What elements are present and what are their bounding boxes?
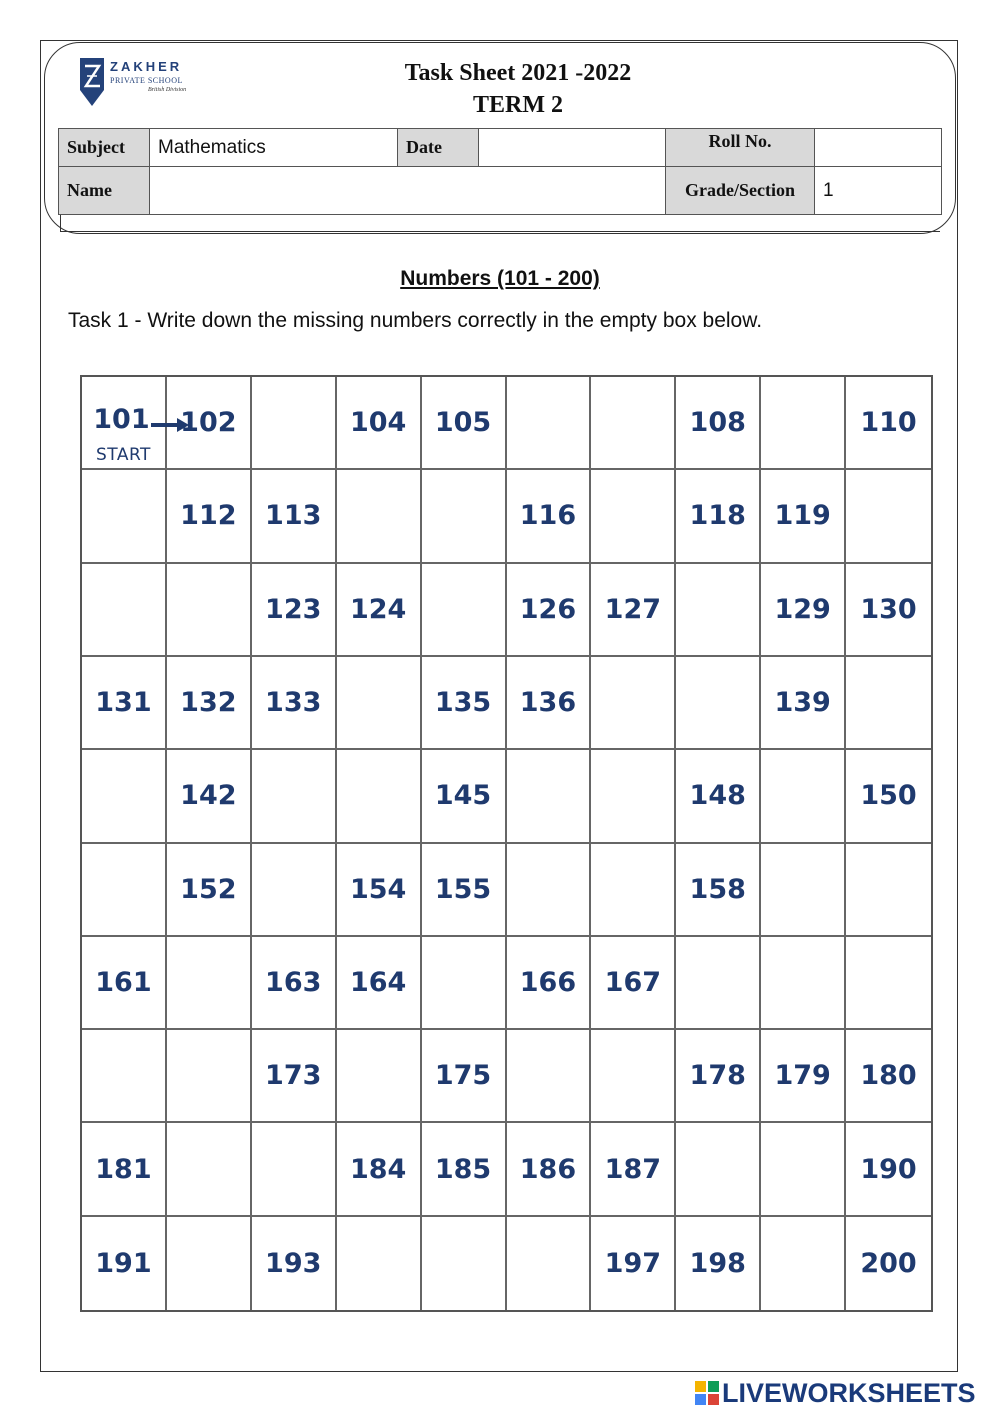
number-cell: 155 — [422, 844, 507, 937]
answer-box[interactable] — [167, 937, 252, 1030]
subject-label: Subject — [59, 129, 150, 167]
answer-box[interactable] — [591, 1030, 676, 1123]
number-cell: 152 — [167, 844, 252, 937]
answer-box[interactable] — [507, 750, 592, 843]
number-cell: 104 — [337, 377, 422, 470]
worksheet-heading: Numbers (101 - 200) — [400, 267, 600, 290]
answer-box[interactable] — [761, 1217, 846, 1310]
roll-no-field[interactable] — [815, 129, 942, 167]
answer-box[interactable] — [422, 470, 507, 563]
name-label: Name — [59, 167, 150, 215]
number-cell: 163 — [252, 937, 337, 1030]
answer-box[interactable] — [252, 1123, 337, 1216]
term-title: TERM 2 — [473, 92, 563, 118]
number-cell: 181 — [82, 1123, 167, 1216]
answer-box[interactable] — [507, 1030, 592, 1123]
answer-box[interactable] — [82, 1030, 167, 1123]
number-cell: 190 — [846, 1123, 931, 1216]
school-tagline: British Division — [148, 87, 187, 93]
answer-box[interactable] — [676, 657, 761, 750]
answer-box[interactable] — [761, 377, 846, 470]
answer-box[interactable] — [167, 1217, 252, 1310]
number-cell: 154 — [337, 844, 422, 937]
number-cell: 150 — [846, 750, 931, 843]
grade-section-label: Grade/Section — [666, 167, 815, 215]
answer-box[interactable] — [252, 377, 337, 470]
number-cell: 167 — [591, 937, 676, 1030]
number-cell: 164 — [337, 937, 422, 1030]
answer-box[interactable] — [252, 844, 337, 937]
number-cell: 148 — [676, 750, 761, 843]
number-cell: 193 — [252, 1217, 337, 1310]
school-logo — [78, 56, 198, 112]
answer-box[interactable] — [507, 1217, 592, 1310]
number-cell: 200 — [860, 1247, 917, 1279]
answer-box[interactable] — [846, 657, 931, 750]
number-cell: 198 — [676, 1217, 761, 1310]
answer-box[interactable] — [167, 1123, 252, 1216]
number-cell: 135 — [422, 657, 507, 750]
number-cell: 112 — [167, 470, 252, 563]
answer-box[interactable] — [82, 564, 167, 657]
number-cell: 105 — [422, 377, 507, 470]
school-shield-icon — [78, 56, 106, 108]
answer-box[interactable] — [676, 1123, 761, 1216]
answer-box[interactable] — [167, 1030, 252, 1123]
number-cell: 108 — [676, 377, 761, 470]
answer-box[interactable] — [846, 470, 931, 563]
liveworksheets-logo-icon — [694, 1380, 720, 1406]
number-cell: 187 — [591, 1123, 676, 1216]
answer-box[interactable] — [591, 750, 676, 843]
answer-box[interactable] — [591, 470, 676, 563]
number-cell: 118 — [676, 470, 761, 563]
number-cell: 158 — [676, 844, 761, 937]
answer-box[interactable] — [846, 844, 931, 937]
number-cell: 124 — [337, 564, 422, 657]
number-cell — [82, 377, 167, 470]
number-cell: 178 — [676, 1030, 761, 1123]
number-cell: 132 — [167, 657, 252, 750]
answer-box[interactable] — [846, 937, 931, 1030]
sheet-title: Task Sheet 2021 -2022 — [404, 60, 632, 86]
number-cell: 185 — [422, 1123, 507, 1216]
number-grid — [80, 375, 933, 1312]
answer-box[interactable] — [591, 844, 676, 937]
answer-box[interactable] — [422, 564, 507, 657]
answer-box[interactable] — [337, 470, 422, 563]
number-cell: 173 — [252, 1030, 337, 1123]
number-cell: 126 — [507, 564, 592, 657]
answer-box[interactable] — [337, 657, 422, 750]
answer-box[interactable] — [591, 377, 676, 470]
number-cell: 113 — [252, 470, 337, 563]
number-cell: 102 — [167, 377, 252, 470]
answer-box[interactable] — [761, 844, 846, 937]
number-cell: 166 — [507, 937, 592, 1030]
number-cell: 179 — [761, 1030, 846, 1123]
answer-box[interactable] — [337, 1217, 422, 1310]
answer-box[interactable] — [82, 844, 167, 937]
date-field[interactable] — [479, 129, 666, 167]
answer-box[interactable] — [422, 1217, 507, 1310]
number-cell: 130 — [846, 564, 931, 657]
answer-box[interactable] — [591, 657, 676, 750]
task-instruction: Task 1 - Write down the missing numbers correctly in the empty box below. — [68, 309, 763, 332]
answer-box[interactable] — [761, 750, 846, 843]
number-cell: 123 — [252, 564, 337, 657]
number-cell: 145 — [422, 750, 507, 843]
number-cell: 186 — [507, 1123, 592, 1216]
answer-box[interactable] — [167, 564, 252, 657]
name-field[interactable] — [150, 167, 666, 215]
number-cell: 133 — [252, 657, 337, 750]
school-name: ZAKHER — [110, 59, 183, 74]
answer-box[interactable] — [761, 937, 846, 1030]
answer-box[interactable] — [252, 750, 337, 843]
number-cell: 129 — [761, 564, 846, 657]
header-divider — [60, 214, 940, 232]
grade-section-field[interactable]: 1 — [815, 167, 942, 215]
school-subtitle: PRIVATE SCHOOL — [110, 76, 183, 85]
number-cell: 197 — [591, 1217, 676, 1310]
start-label: START — [96, 445, 151, 465]
number-cell: 110 — [846, 377, 931, 470]
answer-box[interactable] — [761, 1123, 846, 1216]
number-cell: 127 — [591, 564, 676, 657]
number-cell: 119 — [761, 470, 846, 563]
number-cell: 180 — [846, 1030, 931, 1123]
answer-box[interactable] — [676, 937, 761, 1030]
number-cell: 191 — [82, 1217, 167, 1310]
student-info-table — [58, 128, 942, 215]
answer-box[interactable] — [507, 844, 592, 937]
number-cell: 161 — [82, 937, 167, 1030]
subject-field[interactable]: Mathematics — [150, 129, 398, 167]
number-cell: 136 — [507, 657, 592, 750]
answer-box[interactable] — [337, 1030, 422, 1123]
liveworksheets-brand — [694, 1378, 976, 1408]
roll-no-label: Roll No. — [666, 129, 815, 167]
answer-box[interactable] — [676, 564, 761, 657]
number-cell: 184 — [337, 1123, 422, 1216]
answer-box[interactable] — [422, 937, 507, 1030]
date-label: Date — [398, 129, 479, 167]
start-number: 101 — [93, 404, 150, 436]
answer-box[interactable] — [82, 750, 167, 843]
number-cell: 142 — [167, 750, 252, 843]
number-cell: 131 — [82, 657, 167, 750]
answer-box[interactable] — [507, 377, 592, 470]
answer-box[interactable] — [82, 470, 167, 563]
brand-text: LIVEWORKSHEETS — [722, 1377, 976, 1408]
number-cell: 175 — [422, 1030, 507, 1123]
answer-box[interactable] — [337, 750, 422, 843]
number-cell: 116 — [507, 470, 592, 563]
number-cell: 139 — [761, 657, 846, 750]
